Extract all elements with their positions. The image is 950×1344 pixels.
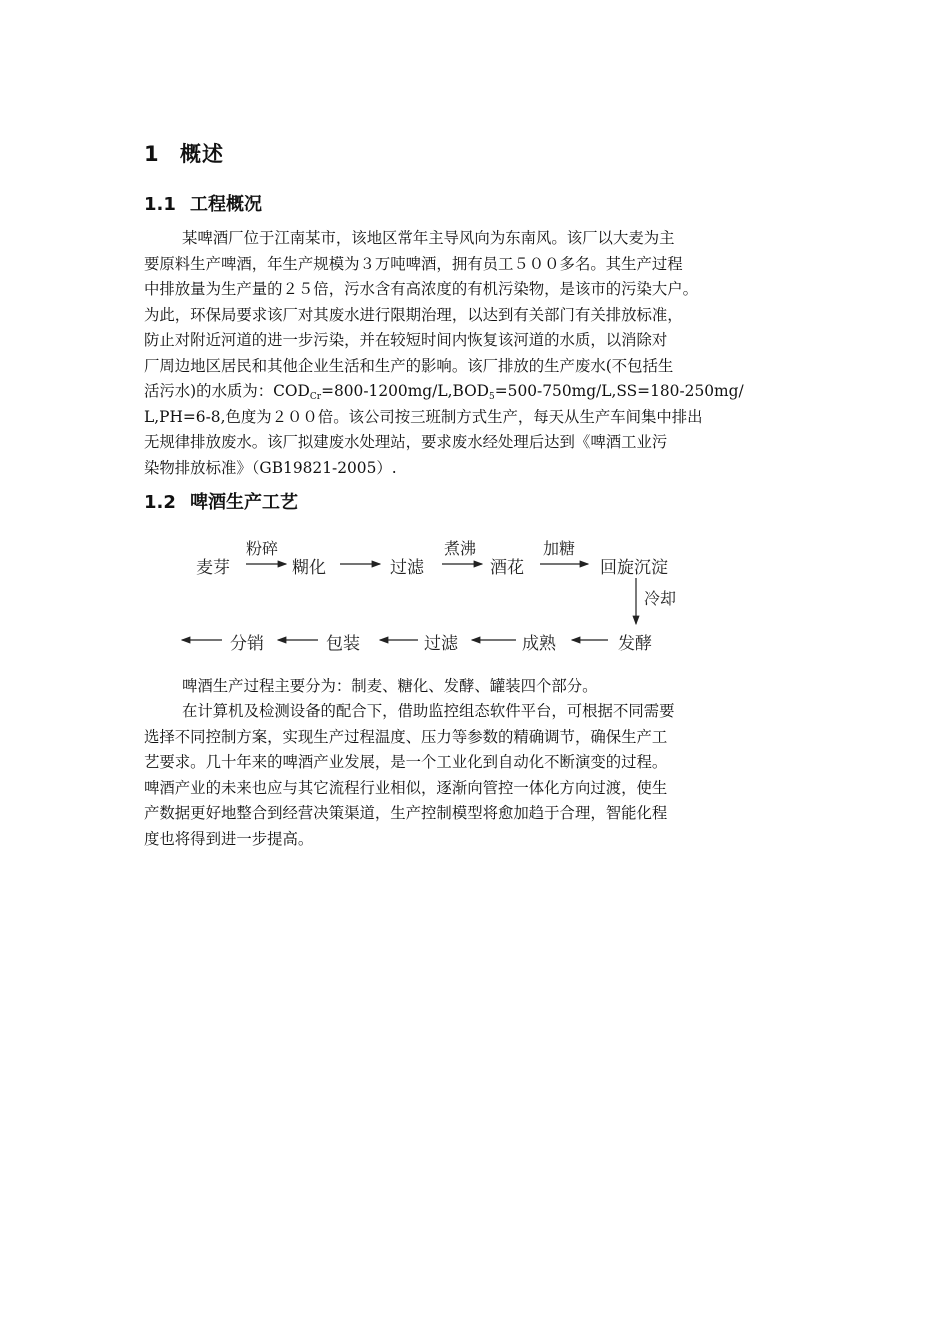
paragraph-process-parts [144, 674, 812, 700]
flow-node-hops: 酒花 [490, 558, 524, 578]
flow-label-cooling: 冷却 [644, 589, 677, 608]
section-number: 1 [144, 142, 160, 166]
paragraph-line: 某啤酒厂位于江南某市，该地区常年主导风向为东南风。该厂以大麦为主 [182, 229, 675, 247]
section-number: 1.2 [144, 492, 176, 513]
paragraph-line: 产数据更好地整合到经营决策渠道，生产控制模型将愈加趋于合理，智能化程 [144, 804, 668, 822]
brewing-process-flow [180, 532, 700, 662]
paragraph-line: 染物排放标准》（GB19821-2005）. [144, 458, 397, 477]
bod-text: BOD [452, 382, 490, 400]
section-heading-1 [144, 138, 224, 168]
cod-text: COD [273, 382, 310, 400]
paragraph-line: 要原料生产啤酒，年生产规模为３万吨啤酒，拥有员工５００多名。其生产过程 [144, 254, 683, 273]
paragraph-line: 啤酒产业的未来也应与其它流程行业相似，逐渐向管控一体化方向过渡，使生 [144, 778, 668, 797]
section-title: 工程概况 [190, 194, 262, 215]
paragraph-overview [144, 226, 812, 481]
flow-node-maturation: 成熟 [522, 634, 556, 654]
flow-label-sugar: 加糖 [543, 539, 576, 558]
paragraph-line: 选择不同控制方案，实现生产过程温度、压力等参数的精确调节，确保生产工 [144, 727, 668, 746]
ss-value: SS=180-250mg/ [616, 382, 744, 400]
water-quality-label: 活污水)的水质为： [144, 382, 274, 400]
flow-node-filtration-2: 过滤 [424, 634, 458, 654]
flow-label-boiling: 煮沸 [444, 539, 477, 558]
paragraph-automation [144, 699, 812, 852]
paragraph-line: 厂周边地区居民和其他企业生活和生产的影响。该厂排放的生产废水(不包括生 [144, 356, 674, 375]
paragraph-line: 中排放量为生产量的２５倍，污水含有高浓度的有机污染物，是该市的污染大户。 [144, 280, 699, 298]
section-number: 1.1 [144, 194, 176, 215]
paragraph-line: 为此，环保局要求该厂对其废水进行限期治理，以达到有关部门有关排放标准， [144, 305, 683, 324]
paragraph-line: 啤酒生产过程主要分为：制麦、糖化、发酵、罐装四个部分。 [182, 677, 598, 695]
flow-node-filtration: 过滤 [390, 558, 424, 578]
cod-value [273, 382, 452, 400]
flow-node-whirlpool: 回旋沉淀 [600, 558, 668, 578]
flow-node-mashing: 糊化 [292, 558, 326, 578]
flow-node-fermentation: 发酵 [618, 634, 652, 654]
section-heading-1-2 [144, 488, 298, 514]
paragraph-line: L,PH=6-8,色度为２００倍。该公司按三班制方式生产，每天从生产车间集中排出 [144, 407, 703, 426]
cod-subscript: Cr [309, 392, 322, 402]
flow-node-malt: 麦芽 [196, 558, 230, 578]
paragraph-line: 防止对附近河道的进一步污染，并在较短时间内恢复该河道的水质，以消除对 [144, 331, 668, 349]
flow-node-distribution: 分销 [230, 634, 264, 654]
cod-range: =800-1200mg/L, [321, 382, 453, 400]
section-title: 概述 [180, 142, 224, 166]
bod-range: =500-750mg/L, [494, 382, 617, 400]
flow-label-crushing: 粉碎 [246, 539, 279, 558]
bod-value [452, 382, 616, 400]
paragraph-line-water-quality [144, 379, 812, 405]
paragraph-line: 度也将得到进一步提高。 [144, 829, 314, 848]
paragraph-line: 在计算机及检测设备的配合下，借助监控组态软件平台，可根据不同需要 [182, 702, 675, 720]
bod-subscript: 5 [489, 392, 495, 402]
paragraph-line: 艺要求。几十年来的啤酒产业发展，是一个工业化到自动化不断演变的过程。 [144, 753, 668, 771]
paragraph-line: 无规律排放废水。该厂拟建废水处理站，要求废水经处理后达到《啤酒工业污 [144, 433, 668, 451]
flow-node-packaging: 包装 [326, 634, 360, 654]
section-heading-1-1 [144, 190, 262, 216]
section-title: 啤酒生产工艺 [190, 492, 298, 513]
